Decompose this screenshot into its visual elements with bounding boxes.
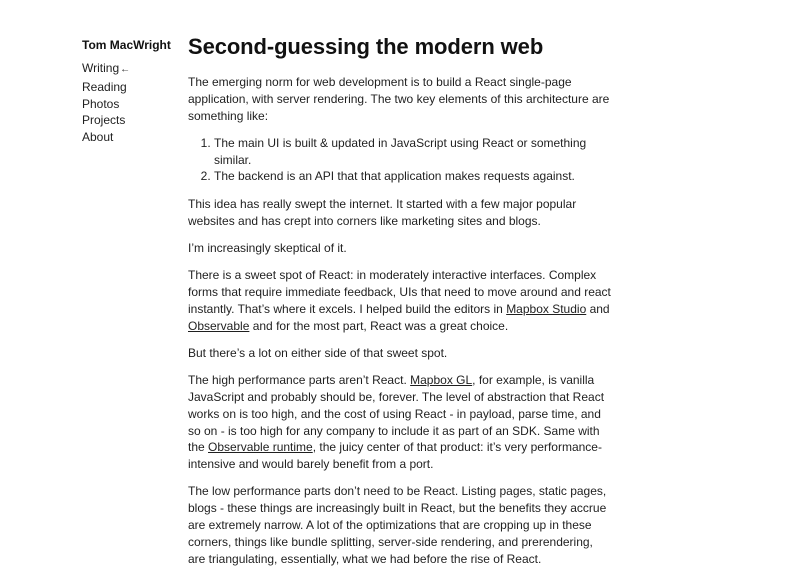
paragraph-high-performance xyxy=(188,372,612,473)
nav-list xyxy=(82,60,182,146)
sidebar xyxy=(82,37,182,146)
text-span: , for example, is vanilla JavaScript and probably should be, forever. The level of abstraction that React works on is too high, and the cost of using React - in payload, parse time, and so on - is too high for any company to include it as part of an SDK. Same with the xyxy=(188,373,605,455)
article xyxy=(188,32,612,578)
link-mapbox-studio[interactable]: Mapbox Studio xyxy=(506,301,587,316)
nav-item-writing[interactable] xyxy=(82,60,182,79)
text-span: The high performance parts aren’t React. xyxy=(188,373,411,388)
text-span: and xyxy=(586,301,610,316)
nav-item-reading[interactable] xyxy=(82,79,182,96)
nav-link-projects[interactable]: Projects xyxy=(82,113,126,128)
link-observable-runtime[interactable]: Observable runtime xyxy=(208,440,313,455)
paragraph-sweet-spot xyxy=(188,267,612,334)
text-span: , the juicy center of that product: it’s very performance-intensive and would barely benefit from a port. xyxy=(188,440,602,472)
list-item: 1. The main UI is built & updated in JavaScript using React or something similar. xyxy=(214,135,612,169)
architecture-list xyxy=(188,135,612,185)
paragraph-intro: The emerging norm for web development is to build a React single-page application, with server rendering. The two key elements of this architecture are something like: xyxy=(188,75,610,123)
text-span: There is a sweet spot of React: in moderately interactive interfaces. Complex forms that require immediate feedback, UIs that need to move around and react instantly. That’s where it excels. I helped build the editors in xyxy=(188,268,611,316)
nav-link-reading[interactable]: Reading xyxy=(82,79,127,94)
link-mapbox-gl[interactable]: Mapbox GL xyxy=(410,373,473,388)
nav-link-photos[interactable]: Photos xyxy=(82,96,120,111)
text-span: and for the most part, React was a great choice. xyxy=(249,318,509,333)
list-item: 2. The backend is an API that that application makes requests against. xyxy=(214,168,612,185)
nav-link-about[interactable]: About xyxy=(82,130,114,145)
article-title: Second-guessing the modern web xyxy=(188,34,544,59)
site-title[interactable]: Tom MacWright xyxy=(82,38,171,52)
paragraph-either-side: But there’s a lot on either side of that sweet spot. xyxy=(188,345,448,360)
nav-link-writing[interactable]: Writing xyxy=(82,61,120,75)
nav-item-photos[interactable] xyxy=(82,96,182,113)
current-page-arrow-icon: ← xyxy=(120,64,131,75)
paragraph-swept: This idea has really swept the internet. It started with a few major popular websites and has crept into corners like marketing sites and blogs. xyxy=(188,196,577,228)
paragraph-low-performance: The low performance parts don’t need to be React. Listing pages, static pages, blogs - these things are increasingly built in React, but the benefits they accrue are extremely narrow. A lot of the optimizations that are cropping up in these corners, things like bundle splitting, server-side rendering, and prerendering, are triangulating, essentially, what we had before the rise of React. xyxy=(188,484,607,566)
nav-item-projects[interactable] xyxy=(82,112,182,129)
link-observable[interactable]: Observable xyxy=(188,318,250,333)
paragraph-skeptical: I’m increasingly skeptical of it. xyxy=(188,240,347,255)
nav-item-about[interactable] xyxy=(82,129,182,146)
